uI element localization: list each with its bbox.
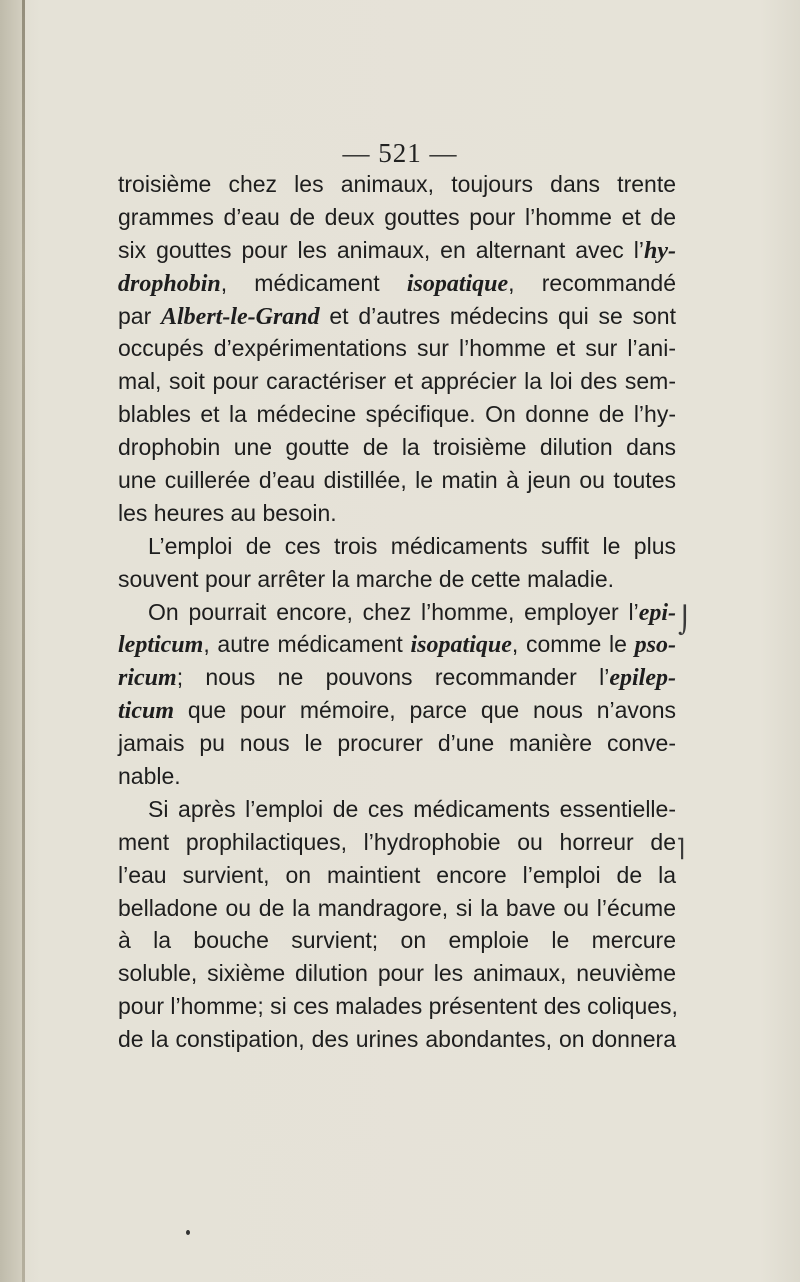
text-span: grammes d’eau de deux gouttes pour l’homme et de xyxy=(118,203,676,230)
text-line xyxy=(118,530,676,563)
binding-shadow xyxy=(0,0,22,1282)
text-span: une cuillerée d’eau distillée, le matin à jeun ou toutes xyxy=(118,467,676,494)
text-line xyxy=(118,924,676,957)
text-span: , autre médicament xyxy=(203,631,411,658)
italic-text-span: epilep- xyxy=(609,665,676,692)
text-line xyxy=(118,859,676,892)
text-span: ment prophilactiques, l’hydrophobie ou horreur de xyxy=(118,828,676,855)
text-span: les heures au besoin. xyxy=(118,499,337,526)
text-line xyxy=(118,957,676,990)
text-line xyxy=(118,892,676,925)
text-span: L’emploi de ces trois médicaments suffit le plus xyxy=(148,532,676,559)
text-line xyxy=(118,201,676,234)
italic-text-span: lepticum xyxy=(118,632,204,659)
text-span: blables et la médecine spécifique. On donne de l’hy- xyxy=(118,401,676,428)
text-span: drophobin une goutte de la troisième dilution dans xyxy=(118,434,676,461)
text-span: par xyxy=(118,302,161,329)
page-number: — 521 — xyxy=(342,138,458,168)
text-line xyxy=(118,365,676,398)
text-line xyxy=(118,727,676,760)
text-line xyxy=(118,826,676,859)
text-span: , recommandé xyxy=(508,269,676,296)
text-line xyxy=(118,431,676,464)
italic-text-span: drophobin xyxy=(118,270,221,297)
text-span: Si après l’emploi de ces médicaments essentielle- xyxy=(148,795,676,822)
text-line xyxy=(118,332,676,365)
italic-text-span: epi- xyxy=(638,599,676,626)
text-span: pour l’homme; si ces malades présentent des coliques, xyxy=(118,993,678,1020)
text-line xyxy=(118,563,676,596)
text-span: six gouttes pour les animaux, en alternant avec l’ xyxy=(118,236,644,263)
text-span: à la bouche survient; on emploie le mercure xyxy=(118,927,676,954)
margin-bracket-mark: ⌡ xyxy=(678,606,692,636)
text-line xyxy=(118,300,676,333)
italic-text-span: Albert-le-Grand xyxy=(160,303,320,330)
text-span: jamais pu nous le procurer d’une manière conve- xyxy=(118,730,676,757)
text-span: ; nous ne pouvons recommander l’ xyxy=(176,664,610,691)
text-line xyxy=(118,760,676,793)
text-span: et d’autres médecins qui se sont xyxy=(319,302,676,329)
italic-text-span: ticum xyxy=(118,698,175,725)
text-line xyxy=(118,168,676,201)
text-line xyxy=(118,694,676,727)
italic-text-span: isopatique xyxy=(406,270,509,297)
page-body-text xyxy=(118,168,676,1056)
text-line xyxy=(118,793,676,826)
text-span: souvent pour arrêter la marche de cette maladie. xyxy=(118,565,615,592)
text-span: , médicament xyxy=(220,269,407,296)
text-span: l’eau survient, on maintient encore l’emploi de la xyxy=(118,861,676,888)
text-line xyxy=(118,1023,676,1056)
text-line xyxy=(118,267,676,300)
text-span: que pour mémoire, parce que nous n’avons xyxy=(174,697,676,724)
text-span: , comme le xyxy=(511,631,635,658)
binding-edge xyxy=(22,0,25,1282)
italic-text-span: isopatique xyxy=(410,632,512,659)
text-line xyxy=(118,661,676,694)
text-line xyxy=(118,234,676,267)
text-span: de la constipation, des urines abondantes, on donnera xyxy=(118,1026,676,1053)
text-line xyxy=(118,398,676,431)
text-line xyxy=(118,596,676,629)
text-line xyxy=(118,464,676,497)
ink-speck xyxy=(186,1230,190,1235)
italic-text-span: pso- xyxy=(634,632,676,659)
text-line xyxy=(118,990,676,1023)
text-span: mal, soit pour caractériser et apprécier la loi des sem- xyxy=(118,368,676,395)
text-span: troisième chez les animaux, toujours dans trente xyxy=(118,171,676,197)
text-span: On pourrait encore, chez l’homme, employer l’ xyxy=(148,598,639,625)
margin-bracket-mark: ⌉ xyxy=(676,834,686,862)
text-span: soluble, sixième dilution pour les animaux, neuvième xyxy=(118,960,676,987)
text-span: occupés d’expérimentations sur l’homme et sur l’ani- xyxy=(118,335,676,362)
italic-text-span: hy- xyxy=(644,237,676,264)
text-span: belladone ou de la mandragore, si la bave ou l’écume xyxy=(118,894,676,921)
text-line xyxy=(118,497,676,530)
text-span: nable. xyxy=(118,763,181,790)
italic-text-span: ricum xyxy=(118,665,177,692)
text-line xyxy=(118,628,676,661)
